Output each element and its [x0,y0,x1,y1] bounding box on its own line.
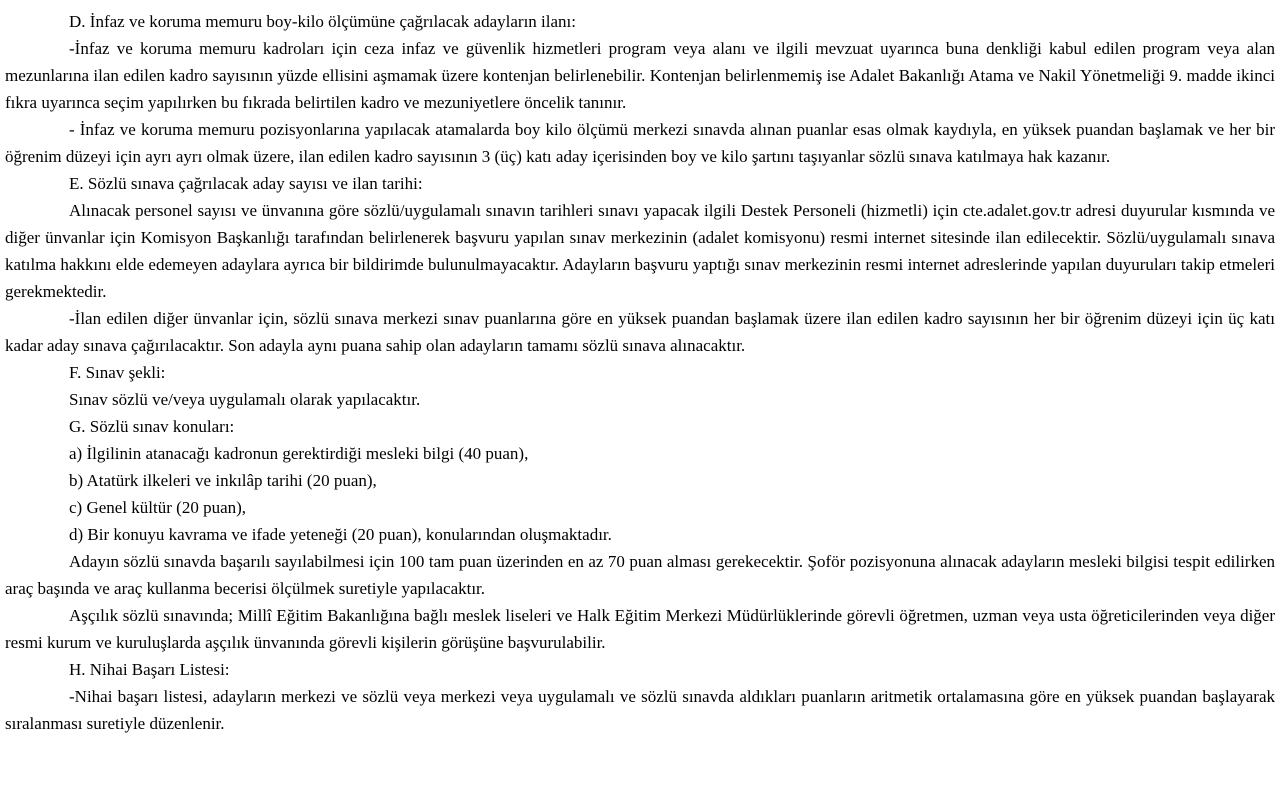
paragraph-exam-dates: Alınacak personel sayısı ve ünvanına göre sözlü/uygulamalı sınavın tarihleri sınavı yapacak ilgili Destek Personeli (hizmetli) için cte.adalet.gov.tr adresi duyurular kısmında ve diğer ünvanlar için Komisyon Başkanlığı tarafından belirlenerek başvuru yapılan sınav merkezinin (adalet komisyonu) resmi internet sitesinde ilan edilecektir. Sözlü/uygulamalı sınava katılma hakkını elde edemeyen adaylara ayrıca bir bildirimde bulunulmayacaktır. Adayların başvuru yaptığı sınav merkezinin resmi internet adreslerinde yapılan duyuruları takip etmeleri gerekmektedir. [5,201,1275,301]
section-heading-f: F. Sınav şekli: [69,363,166,382]
list-item-b: b) Atatürk ilkeleri ve inkılâp tarihi (20 puan), [69,471,377,490]
section-heading-h: H. Nihai Başarı Listesi: [69,660,230,679]
section-heading-e: E. Sözlü sınava çağrılacak aday sayısı ve ilan tarihi: [69,174,423,193]
list-item-c: c) Genel kültür (20 puan), [69,498,247,517]
paragraph-quota: -İnfaz ve koruma memuru kadroları için ceza infaz ve güvenlik hizmetleri program veya alanı ve ilgili mevzuat uyarınca buna denkliği kabul edilen program veya alan mezunlarına ilan edilen kadro sayısının yüzde ellisini aşmamak üzere kontenjan belirlenebilir. Kontenjan belirlenmemiş ise Adalet Bakanlığı Atama ve Nakil Yönetmeliği 9. madde ikinci fıkra uyarınca seçim yapılırken bu fıkrada belirtilen kadro ve mezuniyetlere öncelik tanınır. [5,39,1275,112]
paragraph-passing-score: Adayın sözlü sınavda başarılı sayılabilmesi için 100 tam puan üzerinden en az 70 puan alması gerekecektir. Şoför pozisyonuna alınacak adayların mesleki bilgisi tespit edilirken araç başında ve araç kullanma becerisi ölçülmek suretiyle yapılacaktır. [5,552,1275,598]
paragraph-height-weight: - İnfaz ve koruma memuru pozisyonlarına yapılacak atamalarda boy kilo ölçümü merkezi sınavda alınan puanlar esas olmak kaydıyla, en yüksek puandan başlamak ve her bir öğrenim düzeyi için ayrı ayrı olmak üzere, ilan edilen kadro sayısının 3 (üç) katı aday içerisinden boy ve kilo şartını taşıyanlar sözlü sınava katılmaya hak kazanır. [5,120,1275,166]
paragraph-other-titles: -İlan edilen diğer ünvanlar için, sözlü sınava merkezi sınav puanlarına göre en yüksek puandan başlamak üzere ilan edilen kadro sayısının her bir öğrenim düzeyi için üç katı kadar aday sınava çağırılacaktır. Son adayla aynı puana sahip olan adayların tamamı sözlü sınava alınacaktır. [5,309,1275,355]
list-item-a: a) İlgilinin atanacağı kadronun gerektirdiği mesleki bilgi (40 puan), [69,444,529,463]
list-item-d: d) Bir konuyu kavrama ve ifade yeteneği (20 puan), konularından oluşmaktadır. [69,525,612,544]
paragraph-cook-exam: Aşçılık sözlü sınavında; Millî Eğitim Bakanlığına bağlı meslek liseleri ve Halk Eğitim Merkezi Müdürlüklerinde görevli öğretmen, uzman veya usta öğreticilerinden veya diğer resmi kurum ve kuruluşlarda aşçılık ünvanında görevli kişilerin görüşüne başvurulabilir. [5,606,1275,652]
paragraph-final-list: -Nihai başarı listesi, adayların merkezi ve sözlü veya merkezi veya uygulamalı ve sözlü sınavda aldıkları puanların aritmetik ortalamasına göre en yüksek puandan başlayarak sıralanması suretiyle düzenlenir. [5,687,1275,733]
paragraph-exam-format: Sınav sözlü ve/veya uygulamalı olarak yapılacaktır. [69,390,421,409]
section-heading-d: D. İnfaz ve koruma memuru boy-kilo ölçümüne çağrılacak adayların ilanı: [69,12,576,31]
section-heading-g: G. Sözlü sınav konuları: [69,417,235,436]
